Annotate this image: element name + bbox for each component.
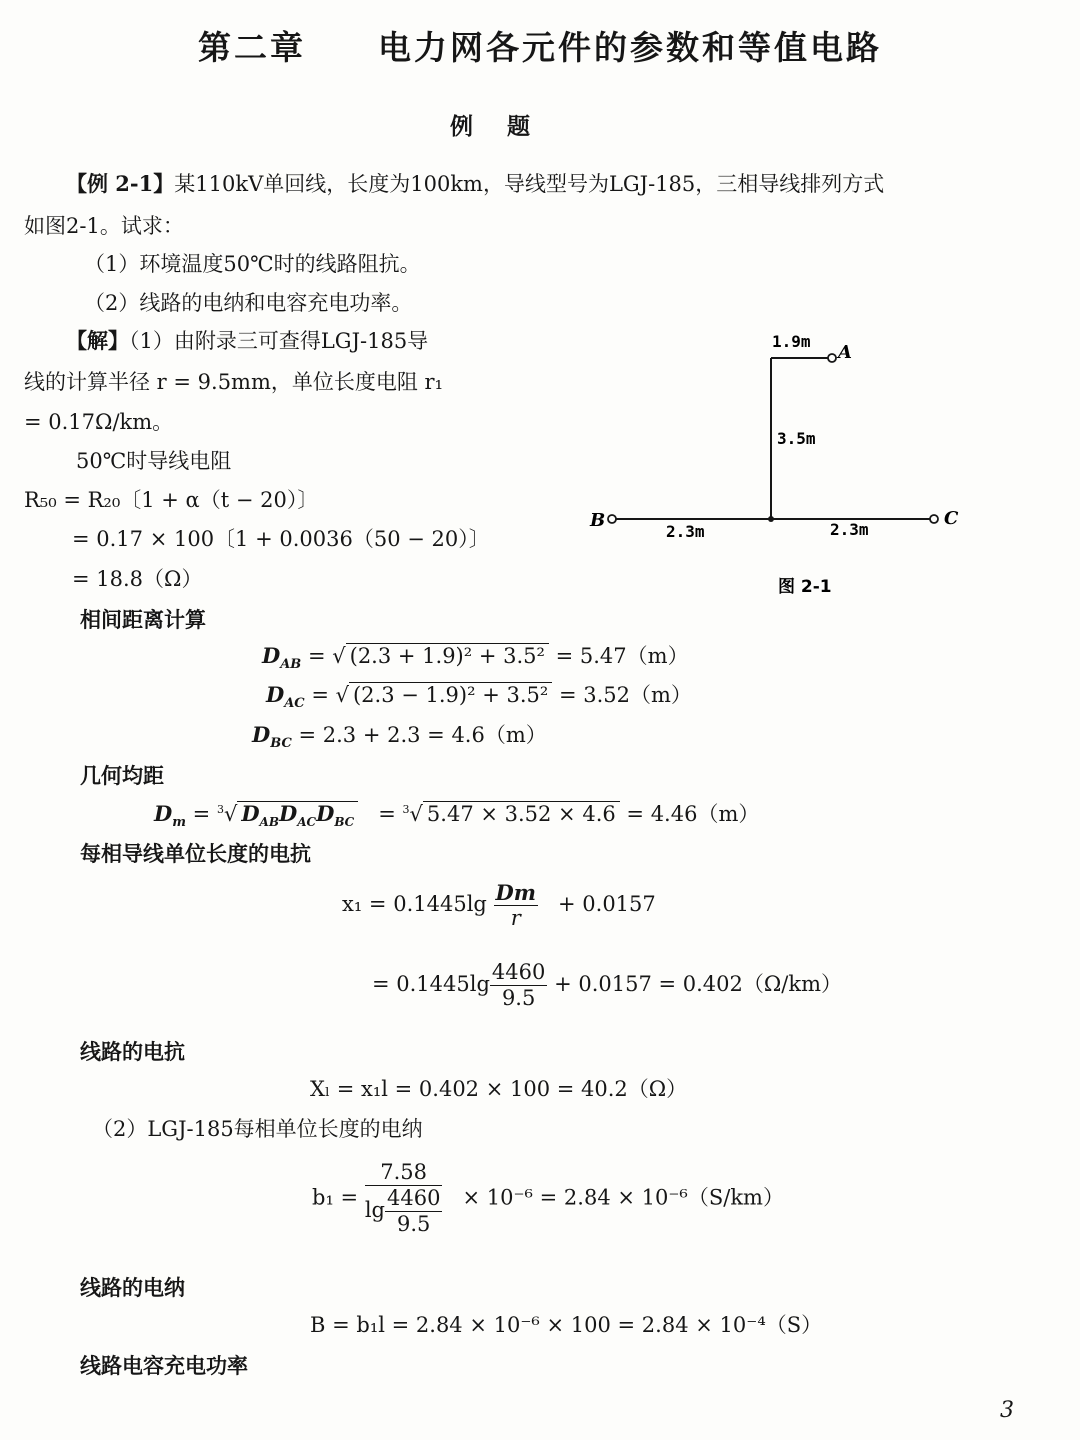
geo-mean-heading: 几何均距 (80, 763, 164, 788)
dac-symbol: D (266, 682, 285, 707)
dab-equation: $D_{AB}$ = √ (2.3 + 1.9)² + 3.5² = 5.47（m） (262, 643, 689, 673)
dim-vertical: 3.5m (777, 429, 816, 448)
x1-denominator: r (510, 906, 521, 931)
dm-rad-d3: D (316, 801, 335, 826)
b1-numerator: 7.58 (365, 1160, 443, 1186)
figure-2-1 (580, 320, 980, 610)
label-b: B (590, 510, 606, 531)
x1b-fraction (490, 960, 547, 1011)
page-number: 3 (1000, 1398, 1014, 1423)
x1b-lhs: = 0.1445lg (372, 972, 490, 997)
chapter-title: 第二章 电力网各元件的参数和等值电路 (198, 28, 882, 67)
junction-dot-icon (768, 516, 774, 522)
b1-heading: （2）LGJ-185每相单位长度的电纳 (92, 1117, 423, 1141)
cube-root-index-2: 3 (402, 803, 410, 816)
dbc-expression: = 2.3 + 2.3 = 4.6（m） (298, 723, 547, 747)
solution-line-4: 50℃时导线电阻 (76, 449, 232, 473)
dm-rad-s3: BC (334, 815, 355, 830)
dbc-symbol: D (252, 722, 271, 747)
b1-inner-fraction (385, 1186, 442, 1237)
label-c: C (944, 508, 959, 529)
dbc-equation (252, 719, 547, 751)
x1-equation (342, 880, 656, 931)
r50-substitution: = 0.17 × 100〔1 + 0.0036（50 − 20）〕 (72, 527, 490, 551)
b1-denominator (365, 1186, 443, 1237)
spacing-heading: 相间距离计算 (80, 607, 206, 632)
xl-equation: Xₗ = x₁l = 0.402 × 100 = 40.2（Ω） (310, 1077, 688, 1101)
dm-radicand-values: 5.47 × 3.52 × 4.6 (423, 801, 620, 826)
b1-equation (312, 1160, 784, 1238)
dab-result: = 5.47（m） (555, 644, 689, 668)
B-heading: 线路的电纳 (80, 1275, 185, 1300)
dm-subscript: m (172, 815, 186, 831)
conductor-a-icon (828, 354, 836, 362)
dac-result: = 3.52（m） (558, 683, 692, 707)
figure-caption: 图 2-1 (778, 577, 832, 597)
question-2: （2）线路的电纳和电容充电功率。 (84, 291, 413, 315)
example-statement (66, 168, 884, 198)
dm-rad-s2: AC (297, 815, 317, 830)
dm-rad-s1: AB (259, 815, 279, 830)
dab-radicand: (2.3 + 1.9)² + 3.5² (346, 643, 549, 668)
dm-symbol: D (154, 801, 173, 826)
dim-left: 2.3m (666, 522, 705, 541)
x1b-denominator: 9.5 (501, 986, 536, 1011)
x1-substituted (372, 960, 842, 1011)
b1-tail: × 10⁻⁶ = 2.84 × 10⁻⁶（S/km） (462, 1185, 784, 1210)
x1-heading: 每相导线单位长度的电抗 (80, 841, 311, 866)
dm-result: = 4.46（m） (626, 802, 760, 826)
x1-lhs: x₁ = 0.1445lg (342, 892, 487, 917)
xl-heading: 线路的电抗 (80, 1039, 185, 1064)
dim-right: 2.3m (830, 520, 869, 539)
Q-heading: 线路电容充电功率 (80, 1353, 248, 1378)
conductor-b-icon (608, 515, 616, 523)
x1-numerator: Dm (495, 880, 536, 905)
solution-tag: 【解】 (66, 328, 129, 353)
example-tag: 【例 2-1】 (66, 171, 175, 196)
question-1: （1）环境温度50℃时的线路阻抗。 (84, 252, 421, 276)
dm-equation: $D_m = ^3√$ $D_{AB}D_{AC}D_{BC} = ^3√$ 5.47 × 3.52 × 4.6 = 4.46（m） (154, 801, 760, 831)
conductor-c-icon (930, 515, 938, 523)
r50-formula: R₅₀ = R₂₀〔1 + α（t − 20）〕 (24, 488, 319, 512)
dab-symbol: D (262, 643, 281, 668)
B-equation: B = b₁l = 2.84 × 10⁻⁶ × 100 = 2.84 × 10⁻⁴（S） (310, 1313, 823, 1337)
b1-fraction (365, 1160, 443, 1238)
dac-equation: $D_{AC}$ = √ (2.3 − 1.9)² + 3.5² = 3.52（m） (266, 682, 692, 712)
dim-top: 1.9m (772, 332, 811, 351)
x1-fraction (494, 880, 538, 931)
solution-line-3: = 0.17Ω/km。 (24, 410, 174, 434)
label-a: A (838, 342, 852, 363)
x1-tail: + 0.0157 (558, 892, 656, 917)
statement-line-1: 某110kV单回线，长度为100km，导线型号为LGJ-185，三相导线排列方式 (174, 172, 885, 196)
solution-line-1 (66, 325, 428, 355)
b1-inner-numerator: 4460 (385, 1186, 442, 1212)
dab-subscript: AB (280, 657, 302, 673)
section-title: 例题 (450, 113, 564, 140)
cube-root-index-1: 3 (216, 803, 224, 816)
dac-radicand: (2.3 − 1.9)² + 3.5² (349, 682, 552, 707)
x1b-numerator: 4460 (490, 960, 547, 986)
statement-line-2: 如图2-1。试求： (24, 214, 184, 238)
r50-result: = 18.8（Ω） (72, 567, 203, 591)
x1b-tail: + 0.0157 = 0.402（Ω/km） (554, 972, 843, 997)
dm-rad-d2: D (279, 801, 298, 826)
b1-lg: lg (364, 1198, 385, 1223)
solution-line-2: 线的计算半径 r = 9.5mm，单位长度电阻 r₁ (24, 370, 444, 394)
dm-radicand-symbols (237, 801, 358, 830)
b1-lhs: b₁ = (312, 1185, 359, 1210)
solution-text-1: （1）由附录三可查得LGJ-185导 (129, 329, 429, 353)
dac-subscript: AC (284, 696, 305, 712)
dm-rad-d1: D (241, 801, 260, 826)
b1-inner-denominator: 9.5 (397, 1212, 431, 1237)
dbc-subscript: BC (270, 736, 292, 752)
